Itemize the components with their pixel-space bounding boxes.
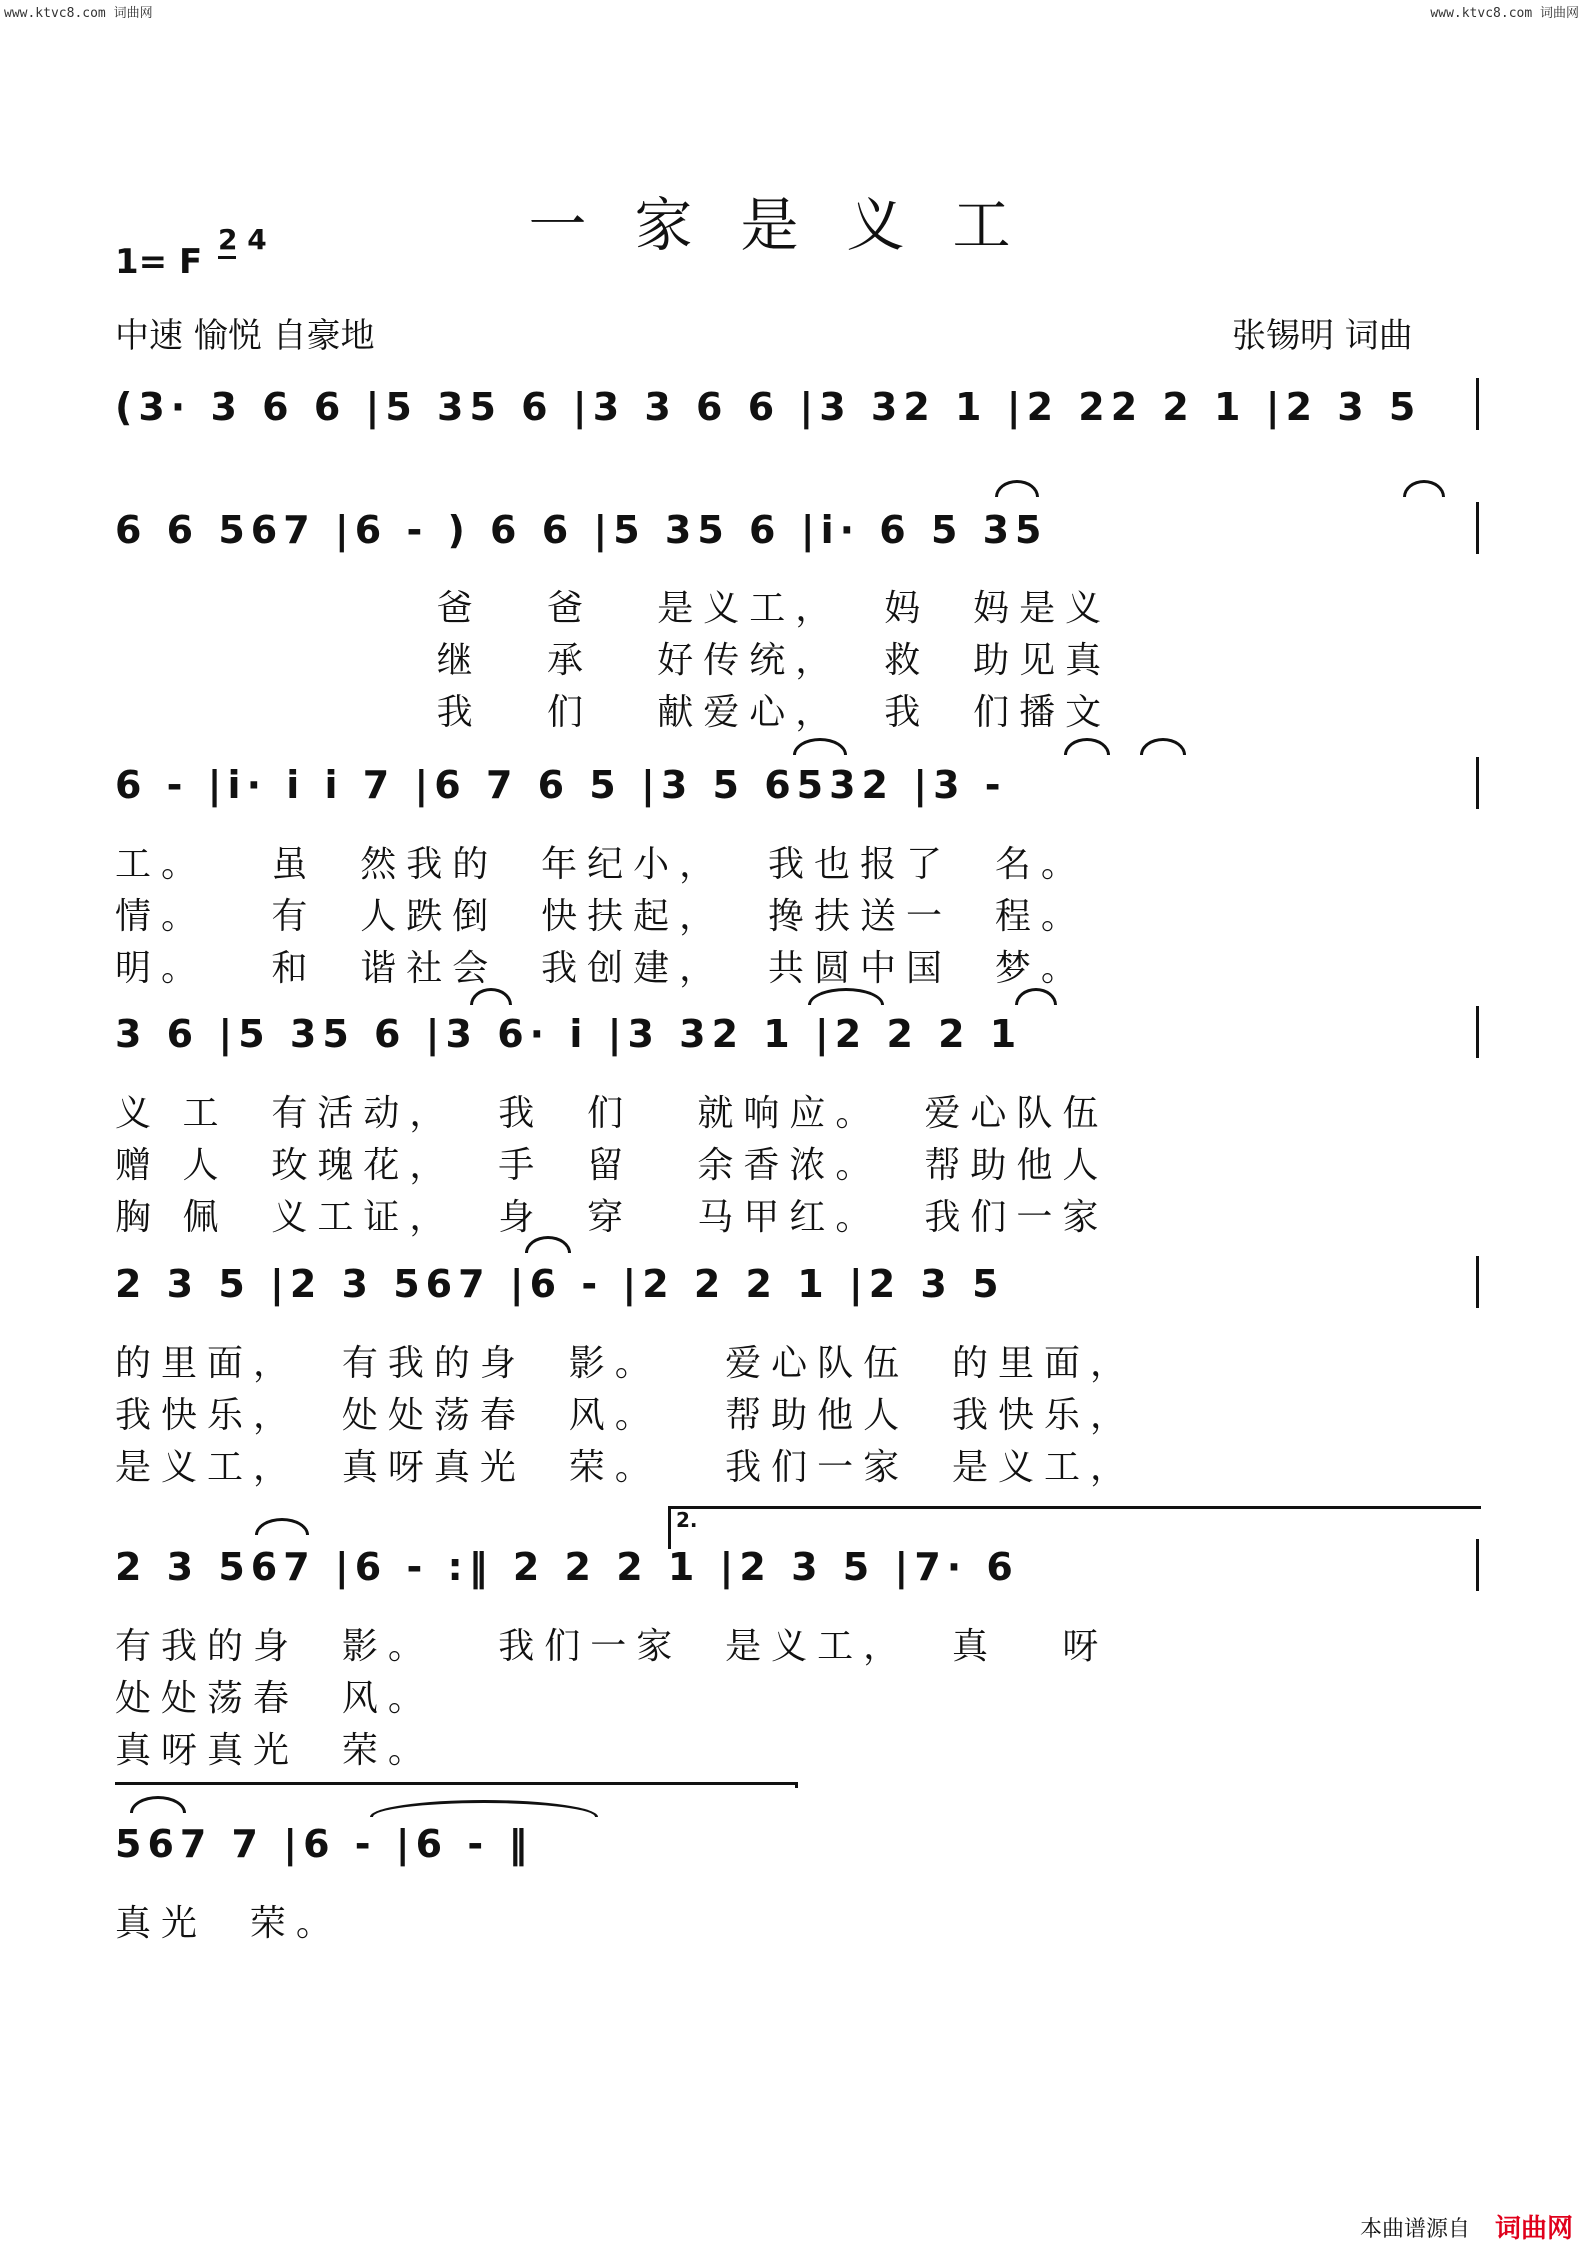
notation-line-2: 6 6 567 |6 - ) 6 6 |5 35 6 |i· 6 5 35	[115, 508, 1048, 552]
time-top: 2	[218, 223, 238, 256]
lyrics-3-v3: 明。 和 谐社会 我创建， 共圆中国 梦。	[115, 948, 1087, 989]
time-bottom: 4	[247, 223, 267, 256]
lyrics-7-v1: 真光 荣。	[115, 1903, 342, 1944]
notation-line-3: 6 - |i· i i 7 |6 7 6 5 |3 5 6532 |3 -	[115, 763, 1007, 807]
composer-credit: 张锡明 词曲	[1232, 316, 1413, 356]
notation-line-4: 3 6 |5 35 6 |3 6· i |3 32 1 |2 2 2 1	[115, 1012, 1023, 1056]
volta-bracket-end	[115, 1782, 795, 1785]
time-signature	[218, 223, 267, 256]
song-title: 一家是义工	[528, 191, 1059, 259]
notation-line-7: 567 7 |6 - |6 - ‖	[115, 1822, 534, 1866]
volta-label: 2.	[676, 1508, 698, 1532]
lyrics-3-v1: 工。 虽 然我的 年纪小， 我也报了 名。	[115, 844, 1087, 885]
barline-end-4	[1476, 1006, 1479, 1058]
slur-7a	[130, 1796, 186, 1813]
barline-end-5	[1476, 1256, 1479, 1308]
tie-7b	[370, 1800, 598, 1817]
lyrics-5-v2: 我快乐， 处处荡春 风。 帮助他人 我快乐，	[115, 1395, 1136, 1436]
key-signature: 1= F	[115, 242, 203, 282]
slur-6a	[255, 1518, 309, 1535]
barline-end-6	[1476, 1539, 1479, 1591]
lyrics-4-v3: 胸 佩 义工证， 身 穿 马甲红。 我们一家	[115, 1197, 1109, 1238]
slur-3c	[1140, 738, 1186, 755]
lyrics-5-v3: 是义工， 真呀真光 荣。 我们一家 是义工，	[115, 1447, 1136, 1488]
lyrics-6-v1: 有我的身 影。 我们一家 是义工， 真 呀	[115, 1626, 1109, 1667]
lyrics-4-v1: 义 工 有活动， 我 们 就响应。 爱心队伍	[115, 1093, 1109, 1134]
watermark-left: www.ktvc8.com 词曲网	[4, 6, 153, 21]
lyrics-6-v2: 处处荡春 风。	[115, 1678, 434, 1719]
footer-source: 本曲谱源自	[1360, 2217, 1471, 2242]
lyrics-6-v3: 真呀真光 荣。	[115, 1730, 434, 1771]
lyrics-5-v1: 的里面， 有我的身 影。 爱心队伍 的里面，	[115, 1343, 1136, 1384]
lyrics-2-v1: 爸 爸 是义工， 妈 妈是义	[115, 588, 1112, 629]
barline-end-2	[1476, 502, 1479, 554]
footer-brand-logo[interactable]: 词曲网	[1495, 2214, 1574, 2244]
notation-line-5: 2 3 5 |2 3 567 |6 - |2 2 2 1 |2 3 5	[115, 1262, 1005, 1306]
lyrics-2-v3: 我 们 献爱心， 我 们播文	[115, 692, 1112, 733]
volta-bracket	[668, 1506, 1481, 1549]
slur-2a	[995, 480, 1039, 497]
lyrics-4-v2: 赠 人 玫瑰花， 手 留 余香浓。 帮助他人	[115, 1145, 1109, 1186]
lyrics-3-v2: 情。 有 人跌倒 快扶起， 搀扶送一 程。	[115, 896, 1087, 937]
slur-3a	[793, 738, 847, 755]
slur-3b	[1064, 738, 1110, 755]
time-bar	[218, 256, 236, 259]
notation-line-1: (3· 3 6 6 |5 35 6 |3 3 6 6 |3 32 1 |2 22 2 1 |2 3 5	[115, 385, 1422, 429]
slur-2b	[1403, 480, 1445, 497]
notation-line-6: 2 3 567 |6 - :‖ 2 2 2 1 |2 3 5 |7· 6	[115, 1545, 1019, 1589]
tempo-marking: 中速 愉悦 自豪地	[115, 316, 375, 356]
barline-end-1	[1476, 378, 1479, 430]
watermark-right: www.ktvc8.com 词曲网	[1430, 6, 1579, 21]
barline-end-3	[1476, 757, 1479, 809]
volta-end-tick	[795, 1782, 798, 1788]
lyrics-2-v2: 继 承 好传统， 救 助见真	[115, 640, 1112, 681]
